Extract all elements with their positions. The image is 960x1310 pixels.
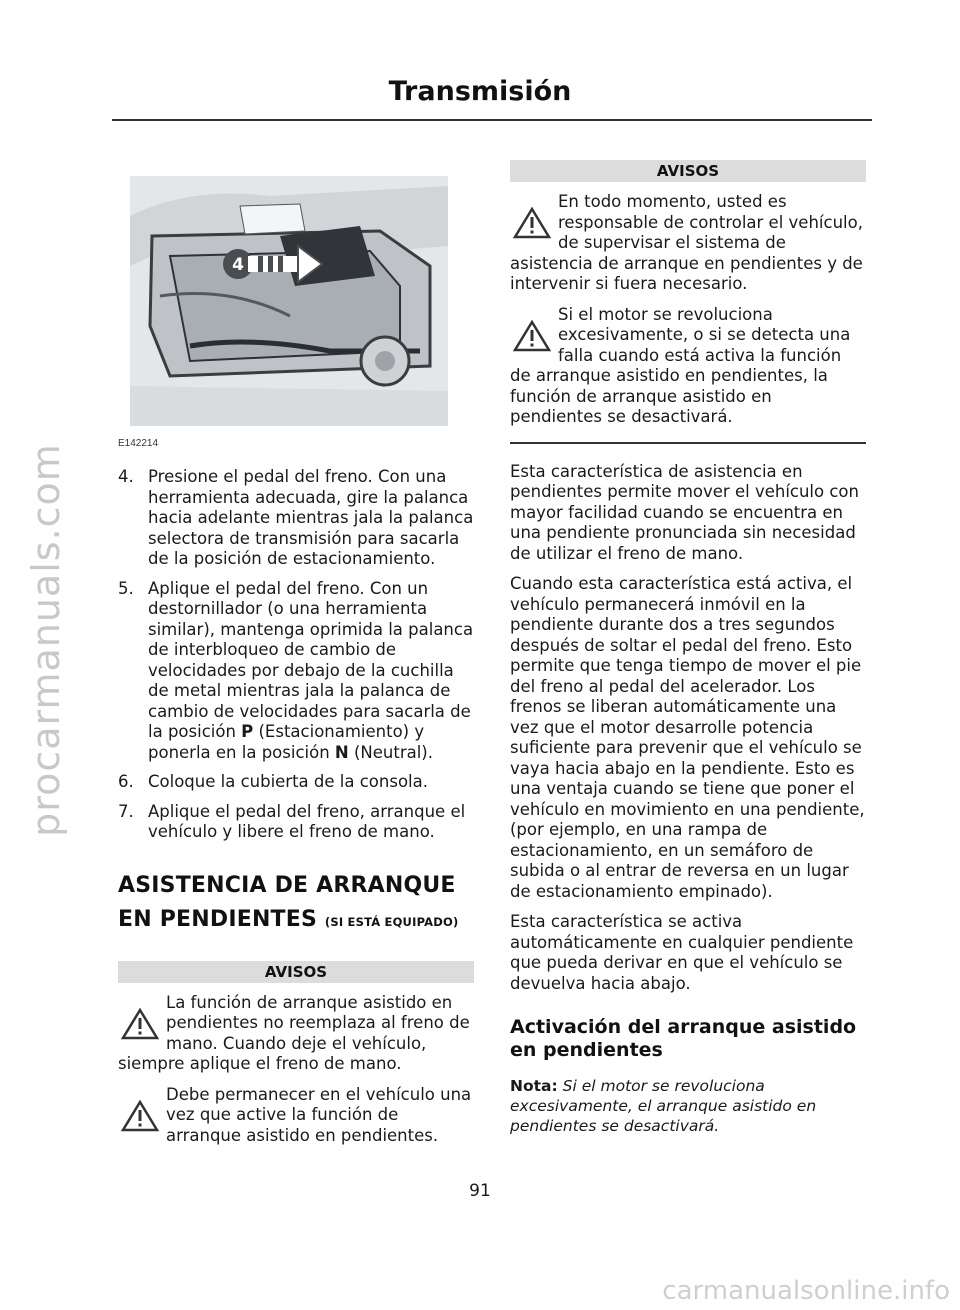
step-text [148, 579, 474, 764]
warning-triangle-icon [120, 1007, 160, 1041]
step-number: 7. [118, 801, 134, 821]
step-text: Aplique el pedal del freno, arranque el vehículo y libere el freno de mano. [148, 801, 466, 841]
warning-item [118, 993, 474, 1075]
step-text-part: (Estacionamiento) y ponerla en la posición [148, 722, 425, 762]
header-divider [112, 119, 872, 121]
warning-text: Si el motor se revoluciona excesivamente, o si se detecta una falla cuando está activa la función [558, 304, 851, 365]
warning-triangle-icon [120, 1099, 160, 1133]
section-heading [118, 869, 474, 939]
note-text: Si el motor se revoluciona excesivamente, el arranque asistido en pendientes se desactivará. [510, 1077, 817, 1135]
warning-text-continued: asistencia de arranque en pendientes y de intervenir si fuera necesario. [510, 253, 863, 293]
console-illustration [130, 176, 448, 426]
step-item [118, 467, 474, 570]
body-paragraph: Esta característica se activa automáticamente en cualquier pendiente que pueda derivar en que el vehículo se devuelva hacia abajo. [510, 912, 854, 993]
warning-text: En todo momento, usted es responsable de controlar el vehículo, de supervisar el sistema de [558, 192, 863, 252]
gear-position-n: N [334, 742, 349, 762]
subsection-heading: Activación del arranque asistido en pendientes [510, 1016, 857, 1061]
warning-text: La función de arranque asistido en pendientes no reemplaza al freno de mano. Cuando deje el vehículo, [166, 992, 470, 1053]
warning-text-continued: siempre aplique el freno de mano. [118, 1054, 402, 1073]
step-text: Presione el pedal del freno. Con una herramienta adecuada, gire la palanca hacia adelante mientras jala la palanca selectora de transmisión para sacarla de la posición de estacionamiento. [148, 467, 474, 568]
step-number: 4. [118, 467, 134, 486]
page-number: 91 [469, 1181, 491, 1201]
step-number: 5. [118, 578, 134, 598]
figure-callout: 4 [232, 255, 244, 275]
step-item [118, 579, 474, 764]
watermark-carmanualsonline: carmanualsonline.info [662, 1276, 950, 1306]
step-text: Coloque la cubierta de la consola. [148, 772, 428, 791]
warnings-box-left [118, 961, 474, 1147]
warning-item [510, 192, 866, 295]
note-label: Nota: [510, 1077, 558, 1095]
warnings-title: AVISOS [118, 961, 474, 983]
section-heading-suffix: (SI ESTÁ EQUIPADO) [324, 914, 459, 929]
step-text-part: Aplique el pedal del freno. Con un destornillador (o una herramienta similar), mantenga oprimida la palanca de interbloqueo de cambio de velocidades por debajo de la cuchilla de metal mientras jala la palanca de cambio de velocidades para sacarla de la posición [148, 578, 474, 741]
step-list [118, 467, 474, 843]
step-number: 6. [118, 772, 134, 791]
section-heading-line2: EN PENDIENTES [118, 906, 318, 932]
page-title: Transmisión [388, 76, 572, 107]
warning-item [510, 305, 866, 428]
note [510, 1076, 866, 1136]
console-figure [130, 176, 448, 426]
warning-text-continued: de arranque asistido en pendientes, la función de arranque asistido en pendientes se desactivará. [510, 366, 828, 426]
body-paragraph: Cuando esta característica está activa, el vehículo permanecerá inmóvil en la pendiente durante dos a tres segundos después de soltar el pedal del freno. Esto permite que tenga tiempo de mover el pie del freno al pedal del acelerador. Los frenos se liberan automáticamente una vez que el motor desarrolle potencia suficiente para prevenir que el vehículo se vaya hacia abajo en la pendiente. Esto es una ventaja cuando se tiene que poner el vehículo en movimiento en una pendiente, (por ejemplo, en una rampa de estacionamiento, en un semáforo de subida o al entrar de reversa en un lugar de estacionamiento empinado). [510, 574, 865, 901]
body-paragraph: Esta característica de asistencia en pendientes permite mover el vehículo con mayor facilidad cuando se encuentra en una pendiente pronunciada sin necesidad de utilizar el freno de mano. [510, 461, 859, 563]
section-heading-line1: ASISTENCIA DE ARRANQUE [118, 872, 456, 898]
warning-triangle-icon [512, 319, 552, 353]
step-text-part: (Neutral). [348, 742, 433, 762]
warning-item [118, 1085, 474, 1147]
warning-triangle-icon [512, 206, 552, 240]
step-item [118, 802, 474, 843]
warnings-title: AVISOS [510, 160, 866, 182]
watermark-procarmanuals: procarmanuals.com [24, 443, 68, 837]
right-column [510, 160, 866, 1136]
step-item [118, 772, 474, 793]
left-column [118, 176, 474, 1146]
figure-caption: E142214 [118, 438, 159, 449]
warnings-divider [510, 442, 866, 444]
gear-position-p: P [241, 722, 254, 741]
warning-text: Debe permanecer en el vehículo una vez que active la función de arranque asistido en pendientes. [166, 1084, 472, 1145]
